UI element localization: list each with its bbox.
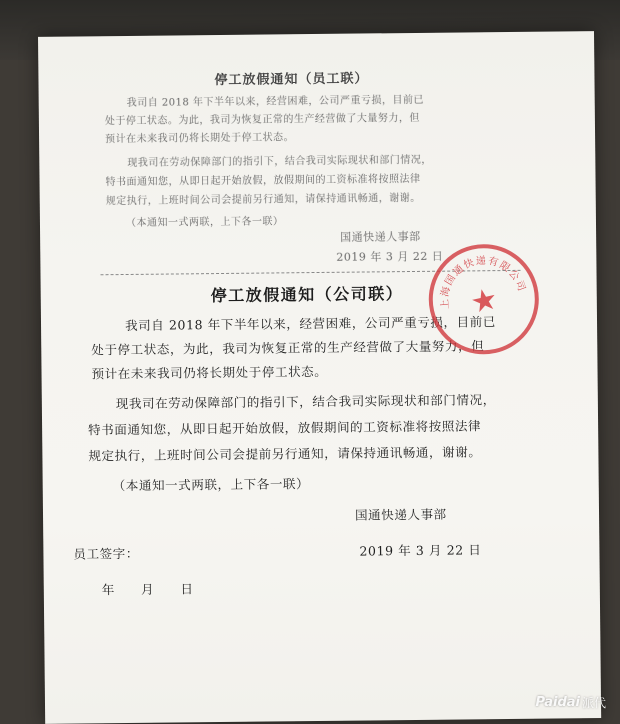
company-copy-title: 停工放假通知（公司联） (210, 284, 404, 306)
company-copy-line: 特书面通知您，从即日起开始放假，放假期间的工资标准将按照法律 (88, 418, 482, 438)
employee-copy-department: 国通快递人事部 (340, 229, 421, 244)
notice-paper (38, 31, 601, 724)
company-copy-line: 规定执行，上班时间公司会提前另行通知，请保持通讯畅通，谢谢。 (88, 444, 482, 464)
employee-copy-title: 停工放假通知（员工联） (214, 71, 369, 89)
svg-text:上海国通快递有限公司: 上海国通快递有限公司 (439, 255, 528, 310)
company-copy-line: 预计在未来我司仍将长期处于停工状态。 (91, 363, 328, 382)
company-copy-date: 2019 年 3 月 22 日 (359, 542, 482, 559)
company-copy-line: 现我司在劳动保障部门的指引下，结合我司实际现状和部门情况， (115, 392, 496, 412)
watermark-suffix: 派代 (581, 696, 606, 710)
watermark-brand: Paidai (535, 695, 580, 710)
employee-copy-line: 规定执行，上班时间公司会提前另行通知，请保持通讯畅通，谢谢。 (105, 192, 421, 208)
employee-copy-line: 我司自 2018 年下半年以来，经营困难，公司严重亏损，目前已 (126, 94, 425, 109)
employee-copy-line: 现我司在劳动保障部门的指引下，结合我司实际现状和部门情况， (127, 154, 432, 169)
employee-copy-date: 2019 年 3 月 22 日 (336, 249, 444, 264)
company-copy-department: 国通快递人事部 (354, 506, 447, 523)
seal-star-icon: ★ (467, 281, 502, 322)
employee-copy-line: 预计在未来我司仍将长期处于停工状态。 (105, 132, 295, 146)
company-copy-line: 我司自 2018 年下半年以来，经营困难，公司严重亏损，目前已 (124, 314, 496, 334)
watermark (536, 694, 606, 711)
signature-date-blank: 年 月 日 (101, 581, 194, 598)
employee-copy-line: （本通知一式两联，上下各一联） (125, 216, 284, 229)
employee-signature-label: 员工签字： (73, 545, 140, 562)
employee-copy-line: 特书面通知您，从即日起开始放假，放假期间的工资标准将按照法律 (105, 173, 421, 189)
company-copy-line: 处于停工状态，为此，我司为恢复正常的生产经营做了大量努力，但 (91, 338, 485, 358)
company-copy-line: （本通知一式两联，上下各一联） (112, 476, 310, 494)
employee-copy-line: 处于停工状态。为此，我司为恢复正常的生产经营做了大量努力，但 (104, 112, 420, 128)
